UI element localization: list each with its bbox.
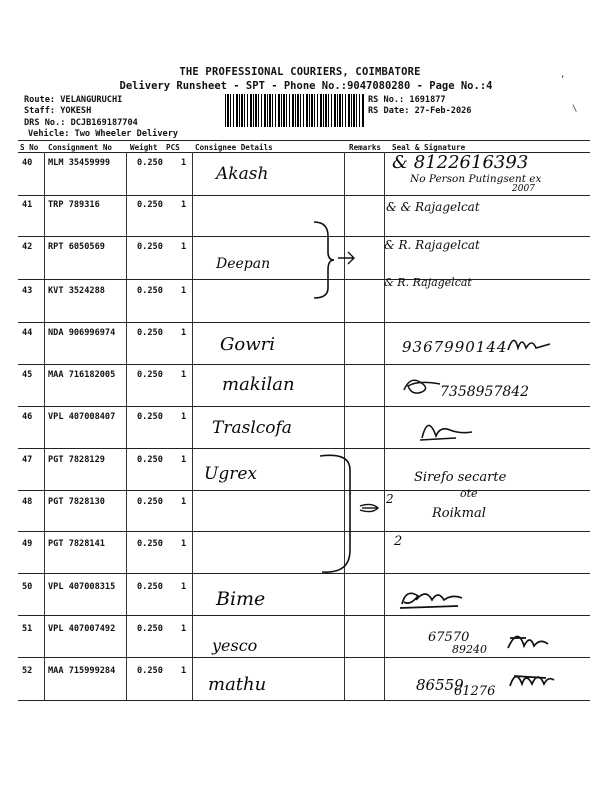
col-header-sno: S No xyxy=(20,143,39,152)
row-rule xyxy=(18,615,590,616)
row-rule xyxy=(18,322,590,323)
handwritten-remark: No Person Putingsent ex xyxy=(410,173,542,185)
row-sno: 42 xyxy=(22,242,33,252)
signature-mark xyxy=(506,330,552,356)
handwritten-consignee: yesco xyxy=(212,636,258,655)
row-consignment: RPT 6050569 xyxy=(48,242,105,252)
signature-mark xyxy=(416,412,476,444)
row-sno: 48 xyxy=(22,497,33,507)
grouping-brace xyxy=(316,450,396,580)
row-rule xyxy=(18,490,590,491)
row-sno: 50 xyxy=(22,582,33,592)
row-pcs: 1 xyxy=(181,666,187,676)
drs-number: DRS No.: DCJB169187704 xyxy=(24,118,138,128)
handwritten-phone: 7358957842 xyxy=(440,384,530,400)
rs-date: RS Date: 27-Feb-2026 xyxy=(368,106,472,116)
row-weight: 0.250 xyxy=(137,497,163,507)
row-consignment: PGT 7828130 xyxy=(48,497,105,507)
handwritten-phone: 86559 xyxy=(416,676,464,694)
company-title: THE PROFESSIONAL COURIERS, COIMBATORE xyxy=(179,66,421,78)
row-weight: 0.250 xyxy=(137,370,163,380)
handwritten-remark: Sirefo secarte xyxy=(414,470,507,485)
row-sno: 40 xyxy=(22,158,33,168)
row-pcs: 1 xyxy=(181,412,187,422)
row-consignment: MAA 716182005 xyxy=(48,370,116,380)
signature-mark xyxy=(396,584,468,614)
row-pcs: 1 xyxy=(181,328,187,338)
row-rule xyxy=(18,364,590,365)
row-sno: 51 xyxy=(22,624,33,634)
row-weight: 0.250 xyxy=(137,666,163,676)
row-sno: 49 xyxy=(22,539,33,549)
row-rule xyxy=(18,531,590,532)
row-pcs: 1 xyxy=(181,539,187,549)
handwritten-seal: & & Rajagelcat xyxy=(386,200,480,214)
row-rule xyxy=(18,700,590,701)
row-consignment: MAA 715999284 xyxy=(48,666,116,676)
grid-divider xyxy=(44,152,45,700)
row-pcs: 1 xyxy=(181,370,187,380)
row-weight: 0.250 xyxy=(137,455,163,465)
handwritten-consignee: mathu xyxy=(208,674,267,695)
rs-number: RS No.: 1691877 xyxy=(368,95,446,105)
row-weight: 0.250 xyxy=(137,539,163,549)
handwritten-consignee: Ugrex xyxy=(204,464,257,484)
handwritten-count: 2 xyxy=(386,492,394,506)
col-header-remarks: Remarks xyxy=(349,143,382,152)
route-label: Route: VELANGURUCHI xyxy=(24,95,123,105)
handwritten-consignee: Gowri xyxy=(220,334,275,355)
row-weight: 0.250 xyxy=(137,200,163,210)
row-pcs: 1 xyxy=(181,242,187,252)
row-pcs: 1 xyxy=(181,286,187,296)
vehicle-label: Vehicle: Two Wheeler Delivery xyxy=(28,129,179,139)
grid-divider xyxy=(126,152,127,700)
row-sno: 52 xyxy=(22,666,33,676)
col-header-consignee: Consignee Details xyxy=(195,143,273,152)
row-pcs: 1 xyxy=(181,582,187,592)
row-sno: 45 xyxy=(22,370,33,380)
handwritten-remark: ote xyxy=(460,487,478,500)
row-pcs: 1 xyxy=(181,200,187,210)
row-pcs: 1 xyxy=(181,158,187,168)
handwritten-consignee: Bime xyxy=(216,588,266,610)
handwritten-phone: 61276 xyxy=(454,684,496,699)
row-weight: 0.250 xyxy=(137,582,163,592)
col-header-weight: Weight xyxy=(130,143,158,152)
row-sno: 44 xyxy=(22,328,33,338)
row-weight: 0.250 xyxy=(137,158,163,168)
col-header-consignment: Consignment No xyxy=(48,143,113,152)
row-rule xyxy=(18,279,590,280)
handwritten-seal: & R. Rajagelcat xyxy=(384,276,472,289)
row-consignment: PGT 7828141 xyxy=(48,539,105,549)
row-weight: 0.250 xyxy=(137,328,163,338)
barcode xyxy=(225,94,365,127)
grouping-brace xyxy=(310,218,360,302)
row-sno: 46 xyxy=(22,412,33,422)
row-weight: 0.250 xyxy=(137,242,163,252)
scan-speck: , xyxy=(560,70,566,80)
row-consignment: MLM 35459999 xyxy=(48,158,111,168)
row-rule xyxy=(18,657,590,658)
col-header-pcs: PCS xyxy=(166,143,180,152)
row-rule xyxy=(18,195,590,196)
handwritten-remark: 2007 xyxy=(512,184,535,194)
row-consignment: VPL 407008315 xyxy=(48,582,116,592)
scan-speck: \ xyxy=(572,104,578,114)
grid-divider xyxy=(384,152,385,700)
row-weight: 0.250 xyxy=(137,412,163,422)
handwritten-consignee: Akash xyxy=(216,164,269,184)
col-header-seal: Seal & Signature xyxy=(392,143,466,152)
row-consignment: VPL 407008407 xyxy=(48,412,116,422)
row-rule xyxy=(18,448,590,449)
handwritten-phone: 89240 xyxy=(452,643,487,656)
handwritten-seal: Roikmal xyxy=(432,506,486,521)
row-sno: 41 xyxy=(22,200,33,210)
handwritten-phone: 9367990144 xyxy=(402,338,508,356)
signature-mark xyxy=(504,624,550,656)
signature-mark xyxy=(400,372,444,398)
row-consignment: NDA 906996974 xyxy=(48,328,116,338)
row-weight: 0.250 xyxy=(137,624,163,634)
handwritten-count: 2 xyxy=(394,534,403,549)
runsheet-subtitle: Delivery Runsheet - SPT - Phone No.:9047080280 - Page No.:4 xyxy=(119,80,493,92)
header-top-rule xyxy=(18,140,590,141)
row-pcs: 1 xyxy=(181,624,187,634)
handwritten-phone: & 8122616393 xyxy=(392,152,529,173)
row-consignment: VPL 407007492 xyxy=(48,624,116,634)
handwritten-seal: & R. Rajagelcat xyxy=(384,238,480,252)
handwritten-consignee: Traslcofa xyxy=(212,418,292,438)
row-sno: 43 xyxy=(22,286,33,296)
row-pcs: 1 xyxy=(181,497,187,507)
handwritten-consignee: Deepan xyxy=(216,256,271,272)
row-pcs: 1 xyxy=(181,455,187,465)
grid-divider xyxy=(192,152,193,700)
row-consignment: PGT 7828129 xyxy=(48,455,105,465)
row-sno: 47 xyxy=(22,455,33,465)
signature-mark xyxy=(506,664,556,694)
row-consignment: KVT 3524288 xyxy=(48,286,105,296)
row-rule xyxy=(18,406,590,407)
handwritten-consignee: makilan xyxy=(222,374,295,395)
staff-label: Staff: YOKESH xyxy=(24,106,92,116)
row-rule xyxy=(18,236,590,237)
row-consignment: TRP 789316 xyxy=(48,200,100,210)
row-weight: 0.250 xyxy=(137,286,163,296)
handwritten-phone: 67570 xyxy=(428,630,470,645)
row-rule xyxy=(18,573,590,574)
